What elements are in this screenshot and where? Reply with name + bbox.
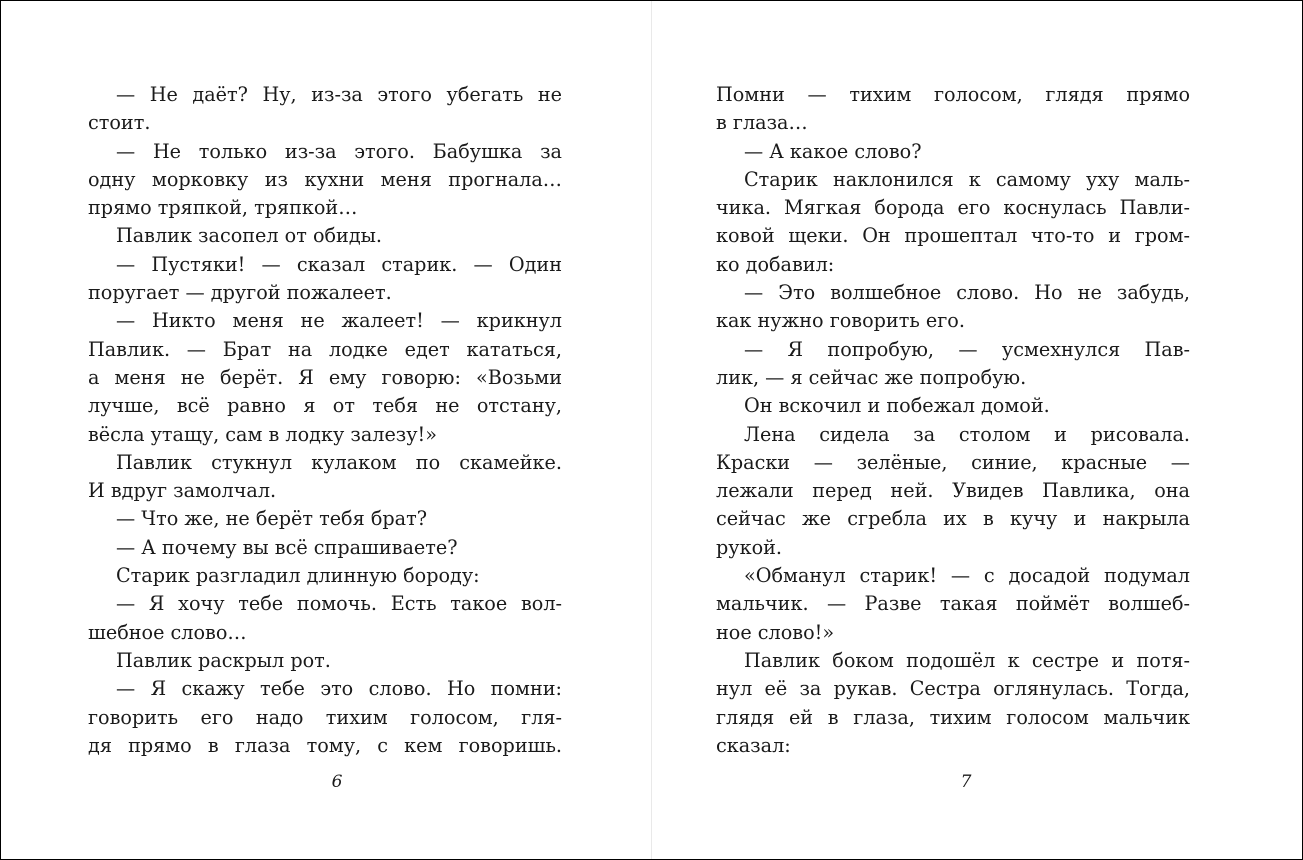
text-line: чика. Мягкая борода его коснулась Павли- [716, 196, 1190, 220]
text-line: как нужно говорить его. [716, 309, 965, 333]
page-gutter [651, 1, 652, 859]
text-line: Старик разгладил длинную бороду: [116, 564, 480, 588]
page-number: 7 [960, 772, 972, 792]
text-line: — Что же, не берёт тебя брат? [116, 507, 427, 531]
page-number: 6 [331, 772, 343, 792]
text-line: лик, — я сейчас же попробую. [716, 365, 1027, 389]
text-line: рукой. [716, 535, 783, 559]
text-line: Павлик раскрыл рот. [116, 648, 331, 672]
text-line: — Я скажу тебе это слово. Но помни: [116, 677, 562, 701]
text-line: — Не даёт? Ну, из-за этого убегать не [116, 83, 562, 106]
text-line: — А почему вы всё спрашиваете? [116, 535, 458, 559]
text-line: лежали перед ней. Увидев Павлика, она [716, 479, 1190, 503]
text-line: говорить его надо тихим голосом, гля- [88, 705, 562, 729]
text-line: дя прямо в глаза тому, с кем говоришь. [88, 733, 562, 757]
text-line: Павлик. — Брат на лодке едет кататься, [88, 337, 562, 361]
text-line: шебное слово… [88, 620, 247, 644]
text-line: — А какое слово? [744, 139, 922, 163]
text-line: — Я попробую, — усмехнулся Пав- [744, 337, 1190, 361]
text-line: — Я хочу тебе помочь. Есть такое вол- [116, 592, 562, 616]
text-line: Лена сидела за столом и рисовала. [744, 422, 1190, 446]
text-line: — Пустяки! — сказал старик. — Один [116, 252, 562, 276]
text-line: мальчик. — Разве такая поймёт волшеб- [716, 592, 1190, 616]
text-line: сейчас же сгребла их в кучу и накрыла [716, 507, 1190, 531]
text-line: Старик наклонился к самому уху маль- [744, 167, 1190, 191]
text-line: — Это волшебное слово. Но не забудь, [744, 281, 1190, 305]
text-line: Он вскочил и побежал домой. [744, 394, 1050, 418]
left-page-text [88, 81, 562, 760]
text-line: — Никто меня не жалеет! — крикнул [116, 309, 562, 333]
text-line: вёсла утащу, сам в лодку залезу!» [88, 422, 438, 446]
right-page-text [716, 81, 1190, 760]
text-line: Павлик боком подошёл к сестре и потя- [744, 648, 1190, 672]
text-line: прямо тряпкой, тряпкой… [88, 196, 358, 220]
text-line: лучше, всё равно я от тебя не отстану, [88, 394, 562, 418]
text-line: Помни — тихим голосом, глядя прямо [716, 83, 1190, 106]
text-line: а меня не берёт. Я ему говорю: «Возьми [88, 365, 562, 389]
text-line: ковой щеки. Он прошептал что-то и гром- [716, 224, 1190, 248]
text-line: поругает — другой пожалеет. [88, 281, 392, 305]
text-line: Павлик засопел от обиды. [116, 224, 383, 248]
text-line: сказал: [716, 733, 791, 757]
text-line: глядя ей в глаза, тихим голосом мальчик [716, 705, 1190, 729]
text-line: «Обманул старик! — с досадой подумал [744, 564, 1190, 588]
text-line: Краски — зелёные, синие, красные — [716, 450, 1190, 474]
text-line: — Не только из-за этого. Бабушка за [116, 139, 562, 163]
text-line: нул её за рукав. Сестра оглянулась. Тогда, [716, 677, 1190, 701]
text-line: стоит. [88, 111, 151, 135]
text-line: ное слово!» [716, 620, 835, 644]
text-line: И вдруг замолчал. [88, 479, 277, 503]
text-line: в глаза… [716, 111, 808, 135]
text-line: ко добавил: [716, 252, 835, 276]
text-line: одну морковку из кухни меня прогнала… [88, 167, 562, 191]
text-line: Павлик стукнул кулаком по скамейке. [116, 450, 562, 474]
